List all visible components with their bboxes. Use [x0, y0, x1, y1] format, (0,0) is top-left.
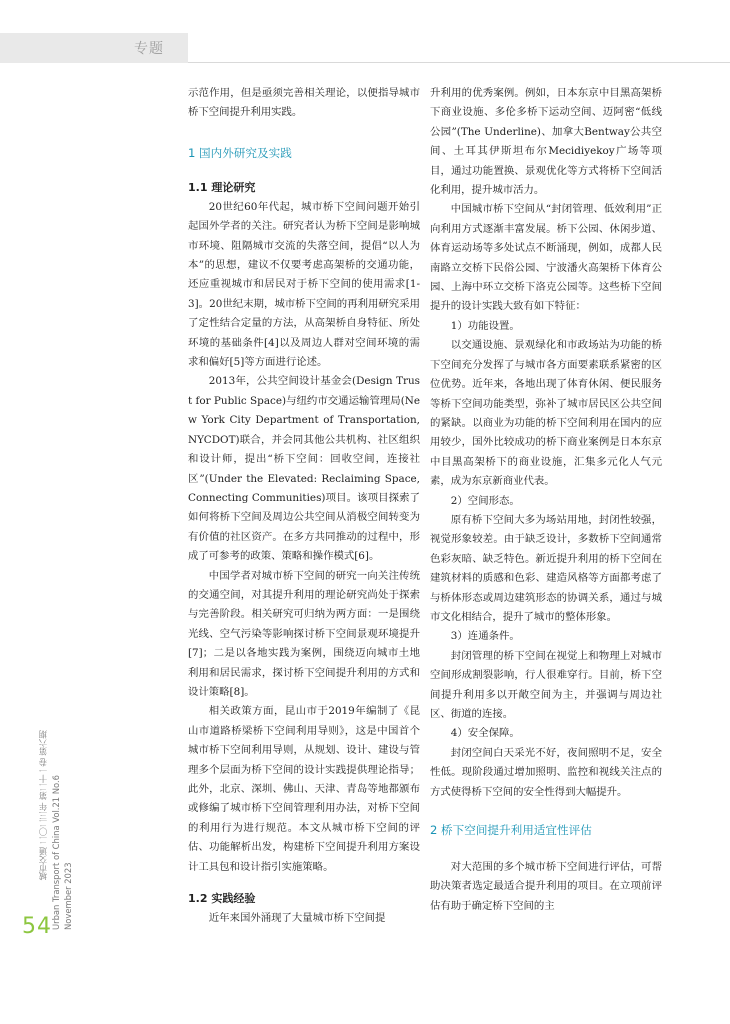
journal-info-en: Urban Transport of China Vol.21 No.6 November 2023 [51, 774, 73, 930]
list-item-heading: 3）连通条件。 [450, 630, 520, 643]
header-divider [188, 62, 730, 63]
section-2-heading: 2 桥下空间提升利用适宜性评估 [430, 823, 592, 838]
subsection-1-2-heading: 1.2 实践经验 [188, 892, 256, 906]
intro-paragraph: 示范作用，但是亟须完善相关理论，以便指导城市桥下空间提升利用实践。 [188, 87, 420, 119]
section-1-heading: 1 国内外研究及实践 [188, 145, 292, 160]
list-item-heading: 4）安全保障。 [450, 727, 520, 740]
paragraph: 相关政策方面，昆山市于2019年编制了《昆山市道路桥梁桥下空间利用导则》，这是中国首个城市桥下空间利用导则，从规划、设计、建设与管理多个层面为桥下空间的设计实践提供理论指导；此外，北京、深圳、佛山、天津、青岛等地都颁布或修编了城市桥下空间管理利用办法，对桥下空间的利用行为进行规范。本文从城市桥下空间的评估、功能解析出发，构建桥下空间提升利用方案设计工具包和设计指引实施策略。 [188, 705, 420, 873]
journal-sidebar [20, 730, 80, 930]
paragraph: 以交通设施、景观绿化和市政场站为功能的桥下空间充分发挥了与城市各方面要素联系紧密的区位优势。近年来，各地出现了体育休闲、便民服务等桥下空间功能类型，弥补了城市居民区公共空间的紧缺。以商业为功能的桥下空间利用在国内的应用较少，国外比较成功的桥下商业案例是日本东京中目黑高架桥下的商业设施，汇集多元化人气元素，成为东京新商业代表。 [430, 339, 662, 488]
paragraph: 原有桥下空间大多为场站用地，封闭性较强，视觉形象较差。由于缺乏设计，多数桥下空间通常色彩灰暗、缺乏特色。新近提升利用的桥下空间在建筑材料的质感和色彩、建造风格等方面都考虑了与桥体形态或周边建筑形态的协调关系，通过与城市文化相结合，提升了城市的整体形象。 [430, 513, 662, 623]
right-column [430, 84, 662, 916]
paragraph: 封闭空间白天采光不好，夜间照明不足，安全性低。现阶段通过增加照明、监控和视线关注点的方式使得桥下空间的安全性得到大幅提升。 [430, 746, 662, 798]
paragraph: 20世纪60年代起，城市桥下空间问题开始引起国外学者的关注。研究者认为桥下空间是影响城市环境、阻隔城市交流的失落空间，提倡“以人为本”的思想，建议不仅要考虑高架桥的交通功能，还应重视城市和居民对于桥下空间的使用需求[1-3]。20世纪末期，城市桥下空间的再利用研究采用了定性结合定量的方法，从高架桥自身特征、所处环境的基础条件[4]以及周边人群对空间环境的需求和偏好[5]等方面进行论述。 [188, 200, 420, 369]
paragraph: 升利用的优秀案例。例如，日本东京中目黑高架桥下商业设施、多伦多桥下运动空间、迈阿密“低线公园”(The Underline)、加拿大Bentway公共空间、土耳其伊斯坦布尔Mecidiyekoy广场等项目，通过功能置换、景观优化等方式将桥下空间活化利用，提升城市活力。 [430, 87, 662, 197]
subsection-1-1-heading: 1.1 理论研究 [188, 180, 256, 194]
paragraph: 封闭管理的桥下空间在视觉上和物理上对城市空间形成割裂影响，行人很难穿行。目前，桥下空间提升利用多以开敞空间为主，并强调与周边社区、街道的连接。 [430, 649, 662, 720]
journal-info-cn: 城市交通 二〇二三年 第二十一卷 第六期 [38, 730, 48, 881]
paragraph: 中国城市桥下空间从“封闭管理、低效利用”正向利用方式逐渐丰富发展。桥下公园、休闲步道、体育运动场等多处试点不断涌现，例如，成都人民南路立交桥下民俗公园、宁波潘火高架桥下体育公园、上海中环立交桥下洛克公园等。这些桥下空间提升的设计实践大致有如下特征： [430, 203, 662, 313]
list-item-heading: 2）空间形态。 [450, 494, 520, 507]
paragraph: 近年来国外涌现了大量城市桥下空间提 [208, 912, 386, 925]
list-item-heading: 1）功能设置。 [450, 319, 520, 332]
page-number: 54 [22, 914, 52, 939]
section-tag: 专题 [134, 41, 164, 57]
paragraph: 对大范围的多个城市桥下空间进行评估，可帮助决策者选定最适合提升利用的项目。在立项前评估有助于确定桥下空间的主 [430, 861, 662, 912]
paragraph: 中国学者对城市桥下空间的研究一向关注传统的交通空间，对其提升利用的理论研究尚处于探索与完善阶段。相关研究可归纳为两方面：一是围绕光线、空气污染等影响探讨桥下空间景观环境提升[7]；二是以各地实践为案例，围绕迈向城市土地利用和居民需求，探讨桥下空间提升利用的方式和设计策略[8]。 [188, 569, 420, 698]
left-column [188, 84, 420, 928]
paragraph: 2013年，公共空间设计基金会(Design Trust for Public Space)与纽约市交通运输管理局(New York City Department of Transportation, NYCDOT)联合，并会同其他公共机构、社区组织和设计师，提出“桥下空间：回收空间，连接社区”(Under the Elevated: Reclaiming Space, Connecting Communities)项目。该项目探索了如何将桥下空间及周边公共空间从消极空间转变为有价值的社区资产。在多方共同推动的过程中，形成了可参考的政策、策略和操作模式[6]。 [188, 375, 420, 563]
